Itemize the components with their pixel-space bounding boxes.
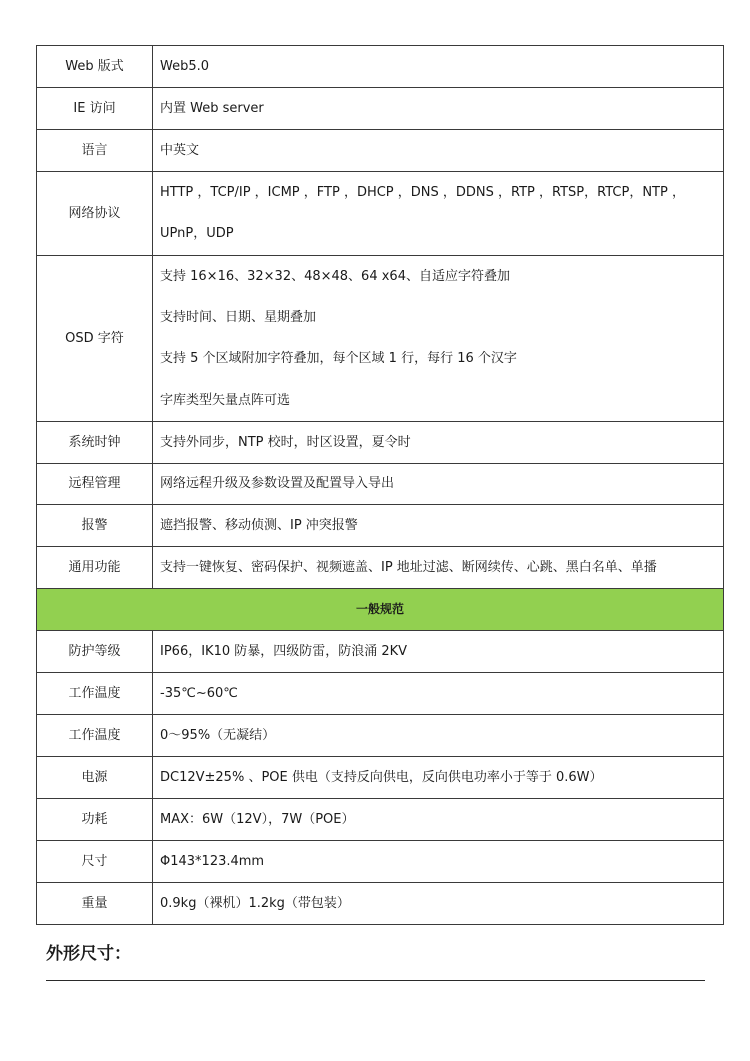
heading-divider bbox=[46, 980, 705, 981]
section-title: 一般规范 bbox=[37, 589, 724, 631]
row-label: OSD 字符 bbox=[37, 256, 153, 422]
row-value: 支持外同步，NTP 校时，时区设置，夏令时 bbox=[153, 422, 724, 464]
row-label: 工作温度 bbox=[37, 673, 153, 715]
table-row bbox=[37, 505, 724, 547]
row-value: 0.9kg（裸机）1.2kg（带包装） bbox=[153, 883, 724, 925]
row-value bbox=[153, 172, 724, 256]
row-value: 支持一键恢复、密码保护、视频遮盖、IP 地址过滤、断网续传、心跳、黑白名单、单播 bbox=[153, 547, 724, 589]
row-label: 远程管理 bbox=[37, 464, 153, 505]
row-value: IP66，IK10 防暴，四级防雷，防浪涌 2KV bbox=[153, 631, 724, 673]
table-row bbox=[37, 631, 724, 673]
spec-table bbox=[36, 45, 724, 925]
row-value-line: 支持时间、日期、星期叠加 bbox=[160, 310, 317, 326]
row-value-line: 支持 16×16、32×32、48×48、64 x64、自适应字符叠加 bbox=[160, 268, 510, 284]
row-value: -35℃~60℃ bbox=[153, 673, 724, 715]
row-label: 工作温度 bbox=[37, 715, 153, 757]
row-value: MAX：6W（12V），7W（POE） bbox=[153, 799, 724, 841]
row-value-line: 支持 5 个区域附加字符叠加，每个区域 1 行，每行 16 个汉字 bbox=[160, 351, 517, 367]
row-value: 0～95%（无凝结） bbox=[153, 715, 724, 757]
row-value: 遮挡报警、移动侦测、IP 冲突报警 bbox=[153, 505, 724, 547]
row-label: Web 版式 bbox=[37, 46, 153, 88]
row-value-line: UPnP，UDP bbox=[160, 226, 234, 242]
table-row bbox=[37, 841, 724, 883]
table-row bbox=[37, 130, 724, 172]
table-row bbox=[37, 883, 724, 925]
row-label: 系统时钟 bbox=[37, 422, 153, 464]
row-label: 电源 bbox=[37, 757, 153, 799]
row-label: 语言 bbox=[37, 130, 153, 172]
row-value: 内置 Web server bbox=[153, 88, 724, 130]
table-row-osd bbox=[37, 256, 724, 422]
row-label: 尺寸 bbox=[37, 841, 153, 883]
table-row bbox=[37, 88, 724, 130]
row-value bbox=[153, 256, 724, 422]
dimensions-heading: 外形尺寸： bbox=[46, 944, 131, 964]
table-row-network-protocol bbox=[37, 172, 724, 256]
row-value: 中英文 bbox=[153, 130, 724, 172]
table-row bbox=[37, 799, 724, 841]
table-row bbox=[37, 547, 724, 589]
row-value: Web5.0 bbox=[153, 46, 724, 88]
table-row bbox=[37, 464, 724, 505]
row-value: Φ143*123.4mm bbox=[153, 841, 724, 883]
row-label: 网络协议 bbox=[37, 172, 153, 256]
row-label: 防护等级 bbox=[37, 631, 153, 673]
row-value: 网络远程升级及参数设置及配置导入导出 bbox=[153, 464, 724, 505]
section-header-row bbox=[37, 589, 724, 631]
row-label: 通用功能 bbox=[37, 547, 153, 589]
row-label: 报警 bbox=[37, 505, 153, 547]
table-row bbox=[37, 673, 724, 715]
row-value-line: HTTP ，TCP/IP ，ICMP ，FTP ，DHCP ，DNS ，DDNS ，RTP ，RTSP，RTCP，NTP ， bbox=[160, 184, 685, 200]
table-row bbox=[37, 757, 724, 799]
row-label: IE 访问 bbox=[37, 88, 153, 130]
table-row bbox=[37, 422, 724, 464]
row-value: DC12V±25% 、POE 供电（支持反向供电，反向供电功率小于等于 0.6W） bbox=[153, 757, 724, 799]
row-value-line: 字库类型矢量点阵可选 bbox=[160, 392, 291, 408]
table-row bbox=[37, 46, 724, 88]
table-row bbox=[37, 715, 724, 757]
row-label: 功耗 bbox=[37, 799, 153, 841]
row-label: 重量 bbox=[37, 883, 153, 925]
